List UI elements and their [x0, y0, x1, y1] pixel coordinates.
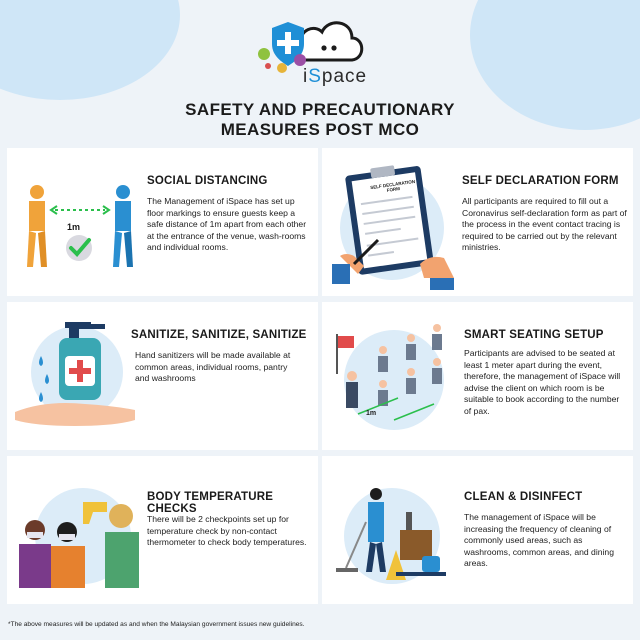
page-title — [0, 100, 640, 140]
card-body: All participants are required to fill out a Coronavirus self-declaration form as part of the process in the event contact tracing is required to be carried out by the relevant ministries. — [462, 196, 627, 253]
temperature-check-icon — [13, 472, 143, 588]
title-line-1: SAFETY AND PRECAUTIONARY — [185, 100, 455, 119]
card-body: Hand sanitizers will be made available at common areas, individual rooms, pantry and washrooms — [135, 350, 291, 384]
card-body: The Management of iSpace has set up floor markings to ensure guests keep a safe distance of 1m apart from each other at the entrance of the venue, wash-rooms and individual rooms. — [147, 196, 307, 253]
distance-label: 1m — [67, 222, 81, 232]
header — [0, 0, 640, 146]
card-heading: SMART SEATING SETUP — [464, 329, 604, 341]
card-smart-seating — [322, 302, 633, 450]
card-clean-disinfect — [322, 456, 633, 604]
card-heading: CLEAN & DISINFECT — [464, 491, 583, 503]
card-body: Participants are advised to be seated at least 1 meter apart during the event, therefore, the management of iSpace will advise the client on which room is be suitable to book according to the number of pax. — [464, 348, 621, 416]
cleaning-crew-icon — [326, 472, 456, 588]
distance-label: 1m — [366, 410, 377, 417]
title-line-2: MEASURES POST MCO — [220, 120, 420, 139]
footnote: *The above measures will be updated as and when the Malaysian government issues new guidelines. — [8, 621, 305, 628]
seating-arrangement-icon — [328, 316, 458, 436]
brand-name: iSpace — [303, 66, 368, 87]
card-sanitize — [7, 302, 318, 450]
card-heading: SELF DECLARATION FORM — [462, 175, 619, 187]
card-body-temperature — [7, 456, 318, 604]
card-heading: SANITIZE, SANITIZE, SANITIZE — [131, 329, 307, 341]
hand-sanitizer-icon — [11, 312, 137, 432]
form-title: SELF DECLARATION FORM — [369, 178, 416, 193]
clipboard-form-icon — [330, 160, 460, 290]
card-self-declaration — [322, 148, 633, 296]
card-social-distancing — [7, 148, 318, 296]
card-heading: BODY TEMPERATURE CHECKS — [147, 491, 274, 515]
card-heading: SOCIAL DISTANCING — [147, 175, 268, 187]
card-body: The management of iSpace will be increasing the frequency of cleaning of commonly used areas, such as washrooms, common areas, and dining areas. — [464, 512, 614, 569]
card-body: There will be 2 checkpoints set up for temperature check by non-contact thermometer to check body temperatures. — [147, 514, 307, 548]
